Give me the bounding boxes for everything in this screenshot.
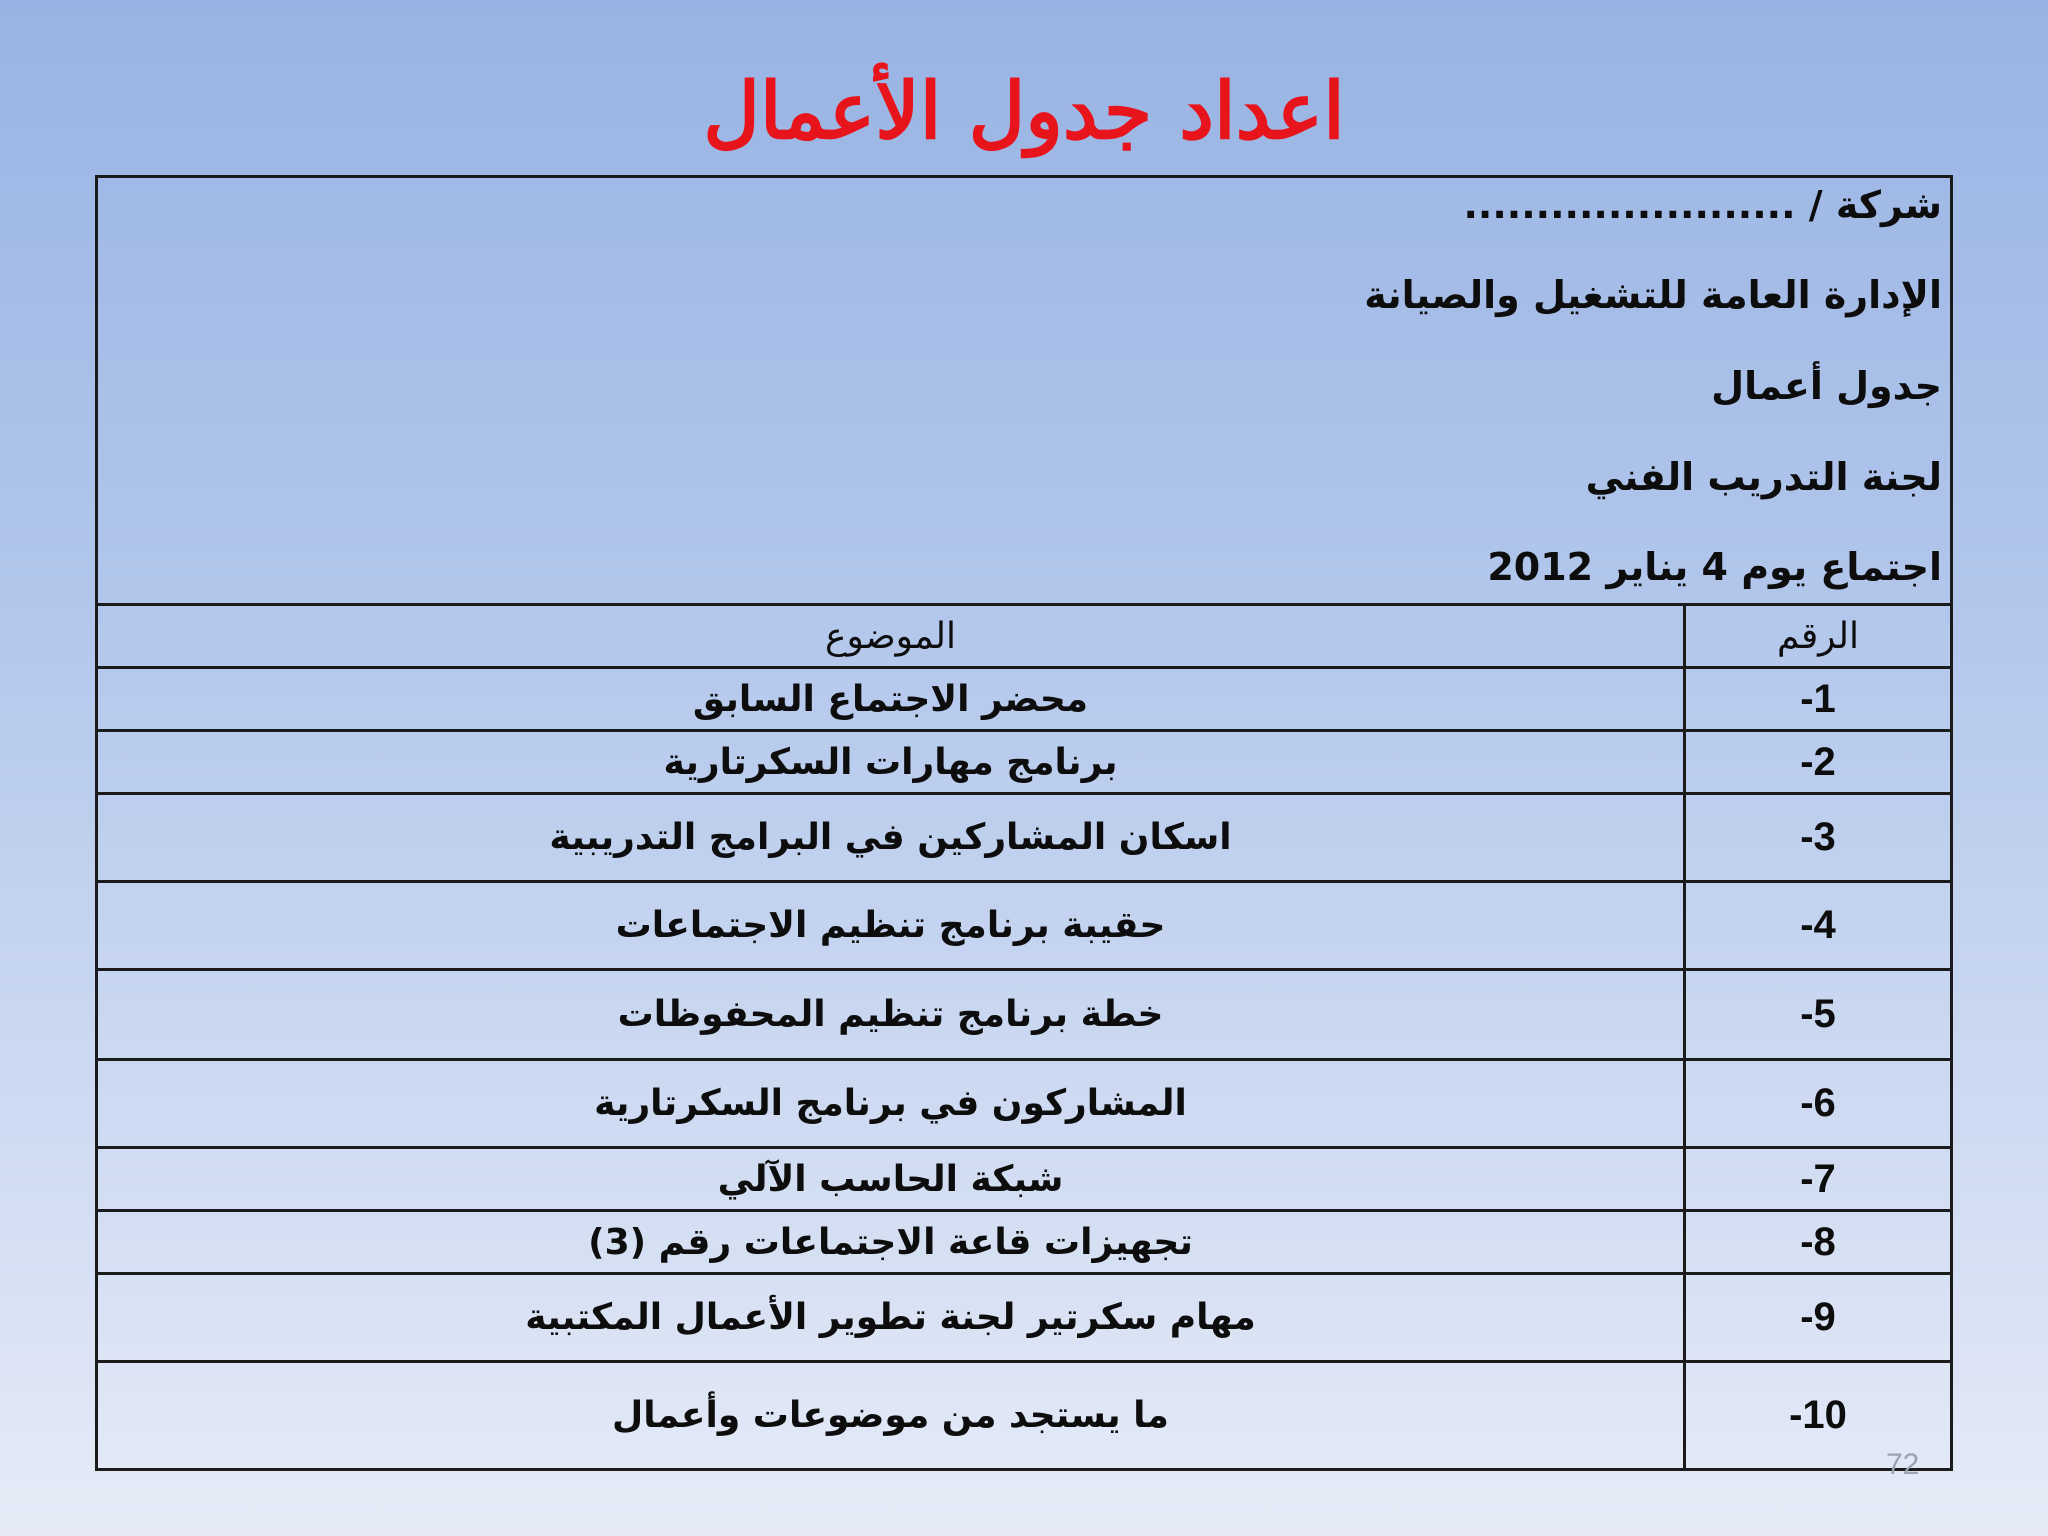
row-topic: خطة برنامج تنظيم المحفوظات bbox=[97, 970, 1685, 1060]
agenda-label-line: جدول أعمال bbox=[1711, 364, 1942, 408]
row-number: 1- bbox=[1685, 668, 1952, 731]
row-number: 3- bbox=[1685, 794, 1952, 882]
committee-line: لجنة التدريب الفني bbox=[1585, 455, 1942, 499]
column-header-number: الرقم bbox=[1685, 605, 1952, 668]
company-line: شركة / ....................... bbox=[1463, 183, 1942, 227]
table-row bbox=[97, 882, 1952, 970]
meeting-date-line: اجتماع يوم 4 يناير 2012 bbox=[1487, 545, 1942, 589]
slide-title: اعداد جدول الأعمال bbox=[703, 66, 1345, 157]
table-row bbox=[97, 1060, 1952, 1148]
department-line: الإدارة العامة للتشغيل والصيانة bbox=[1364, 273, 1942, 317]
row-number: 2- bbox=[1685, 731, 1952, 794]
row-topic: مهام سكرتير لجنة تطوير الأعمال المكتبية bbox=[97, 1274, 1685, 1362]
table-row bbox=[97, 970, 1952, 1060]
row-number: 10- bbox=[1685, 1362, 1952, 1470]
table-row bbox=[97, 1362, 1952, 1470]
table-header-row bbox=[97, 605, 1952, 668]
table-row bbox=[97, 668, 1952, 731]
row-topic: شبكة الحاسب الآلي bbox=[97, 1148, 1685, 1211]
table-row bbox=[97, 1148, 1952, 1211]
table-row bbox=[97, 1274, 1952, 1362]
row-number: 9- bbox=[1685, 1274, 1952, 1362]
row-topic: محضر الاجتماع السابق bbox=[97, 668, 1685, 731]
row-topic: اسكان المشاركين في البرامج التدريبية bbox=[97, 794, 1685, 882]
agenda-table bbox=[95, 603, 1953, 1471]
row-number: 6- bbox=[1685, 1060, 1952, 1148]
page-number: 72 bbox=[1886, 1448, 1920, 1481]
table-row bbox=[97, 794, 1952, 882]
row-topic: تجهيزات قاعة الاجتماعات رقم (3) bbox=[97, 1211, 1685, 1274]
row-topic: برنامج مهارات السكرتارية bbox=[97, 731, 1685, 794]
row-topic: حقيبة برنامج تنظيم الاجتماعات bbox=[97, 882, 1685, 970]
row-topic: المشاركون في برنامج السكرتارية bbox=[97, 1060, 1685, 1148]
row-number: 8- bbox=[1685, 1211, 1952, 1274]
row-number: 4- bbox=[1685, 882, 1952, 970]
row-number: 7- bbox=[1685, 1148, 1952, 1211]
column-header-topic: الموضوع bbox=[97, 605, 1685, 668]
table-row bbox=[97, 731, 1952, 794]
table-row bbox=[97, 1211, 1952, 1274]
row-topic: ما يستجد من موضوعات وأعمال bbox=[97, 1362, 1685, 1470]
row-number: 5- bbox=[1685, 970, 1952, 1060]
agenda-header-box bbox=[95, 175, 1953, 603]
